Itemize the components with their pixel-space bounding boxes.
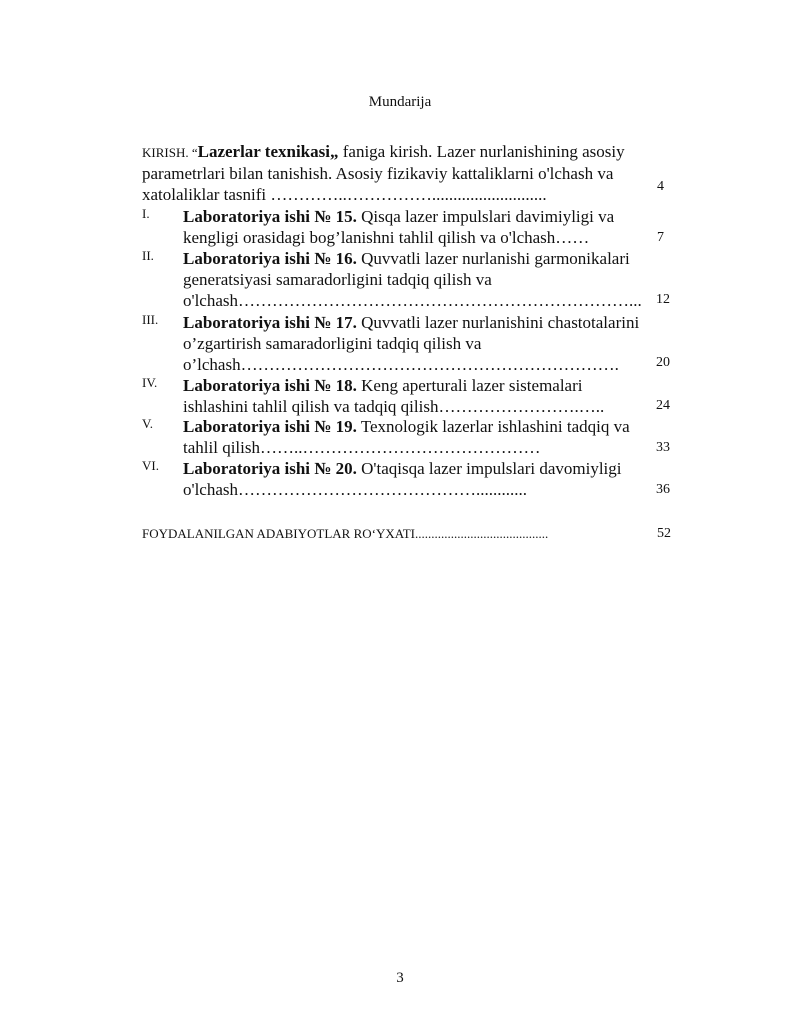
entry-text-6: O'taqisqa lazer impulslari davomiyligi o'lchash……………………………………............	[183, 459, 622, 499]
entry-bold-4: Laboratoriya ishi № 18.	[183, 376, 357, 395]
entry-roman-3: III.	[142, 312, 159, 327]
toc-intro	[142, 141, 652, 205]
entry-page-6: 36	[656, 482, 670, 497]
entry-roman-1: I.	[142, 206, 150, 221]
entry-text-2: Quvvatli lazer nurlanishi garmonikalari generatsiyasi samaradorligini tadqiq qilish va o'lchash……………………………………………………………...	[183, 249, 642, 310]
entry-page-1: 7	[657, 230, 664, 245]
entry-page-3: 20	[656, 355, 670, 370]
entry-bold-5: Laboratoriya ishi № 19.	[183, 417, 357, 436]
toc-entry-4	[183, 375, 648, 417]
references-entry: FOYDALANILGAN ADABIYOTLAR RO‘YXATI.........................................	[142, 526, 549, 541]
toc-entry-6	[183, 458, 648, 500]
entry-roman-6: VI.	[142, 458, 159, 473]
intro-bold-title: Lazerlar texnikasi„	[197, 142, 339, 161]
toc-entry-1	[183, 206, 648, 248]
entry-bold-1: Laboratoriya ishi № 15.	[183, 207, 357, 226]
entry-page-2: 12	[656, 292, 670, 307]
entry-text-4: Keng aperturali lazer sistemalari ishlashini tahlil qilish va tadqiq qilish…………………….…..	[183, 376, 605, 416]
entry-page-5: 33	[656, 440, 670, 455]
entry-roman-4: IV.	[142, 375, 158, 390]
toc-entry-3	[183, 312, 648, 375]
intro-page-number: 4	[657, 179, 664, 194]
entry-text-1: Qisqa lazer impulslari davimiyligi va kengligi orasidagi bog’lanishni tahlil qilish va o'lchash……	[183, 207, 615, 247]
toc-entry-2	[183, 248, 648, 311]
entry-text-5: Texnologik lazerlar ishlashini tadqiq va tahlil qilish……..……………………………………	[183, 417, 630, 457]
page-number: 3	[396, 970, 404, 986]
entry-roman-2: II.	[142, 248, 154, 263]
intro-prefix: KIRISH. “	[142, 145, 198, 160]
entry-bold-3: Laboratoriya ishi № 17.	[183, 313, 357, 332]
toc-entry-5	[183, 416, 648, 458]
entry-page-4: 24	[656, 398, 670, 413]
page-title: Mundarija	[368, 94, 432, 110]
entry-bold-2: Laboratoriya ishi № 16.	[183, 249, 357, 268]
entry-roman-5: V.	[142, 416, 153, 431]
entry-text-3: Quvvatli lazer nurlanishini chastotalarini o’zgartirish samaradorligini tadqiq qilish va o’lchash………………………………………………………….	[183, 313, 640, 374]
intro-text: faniga kirish. Lazer nurlanishining asosiy parametrlari bilan tanishish. Asosiy fizikaviy kattaliklarni o'lchash va xatolaliklar tasnifi …………..……………...........................	[142, 142, 625, 204]
references-page: 52	[657, 526, 671, 541]
entry-bold-6: Laboratoriya ishi № 20.	[183, 459, 357, 478]
